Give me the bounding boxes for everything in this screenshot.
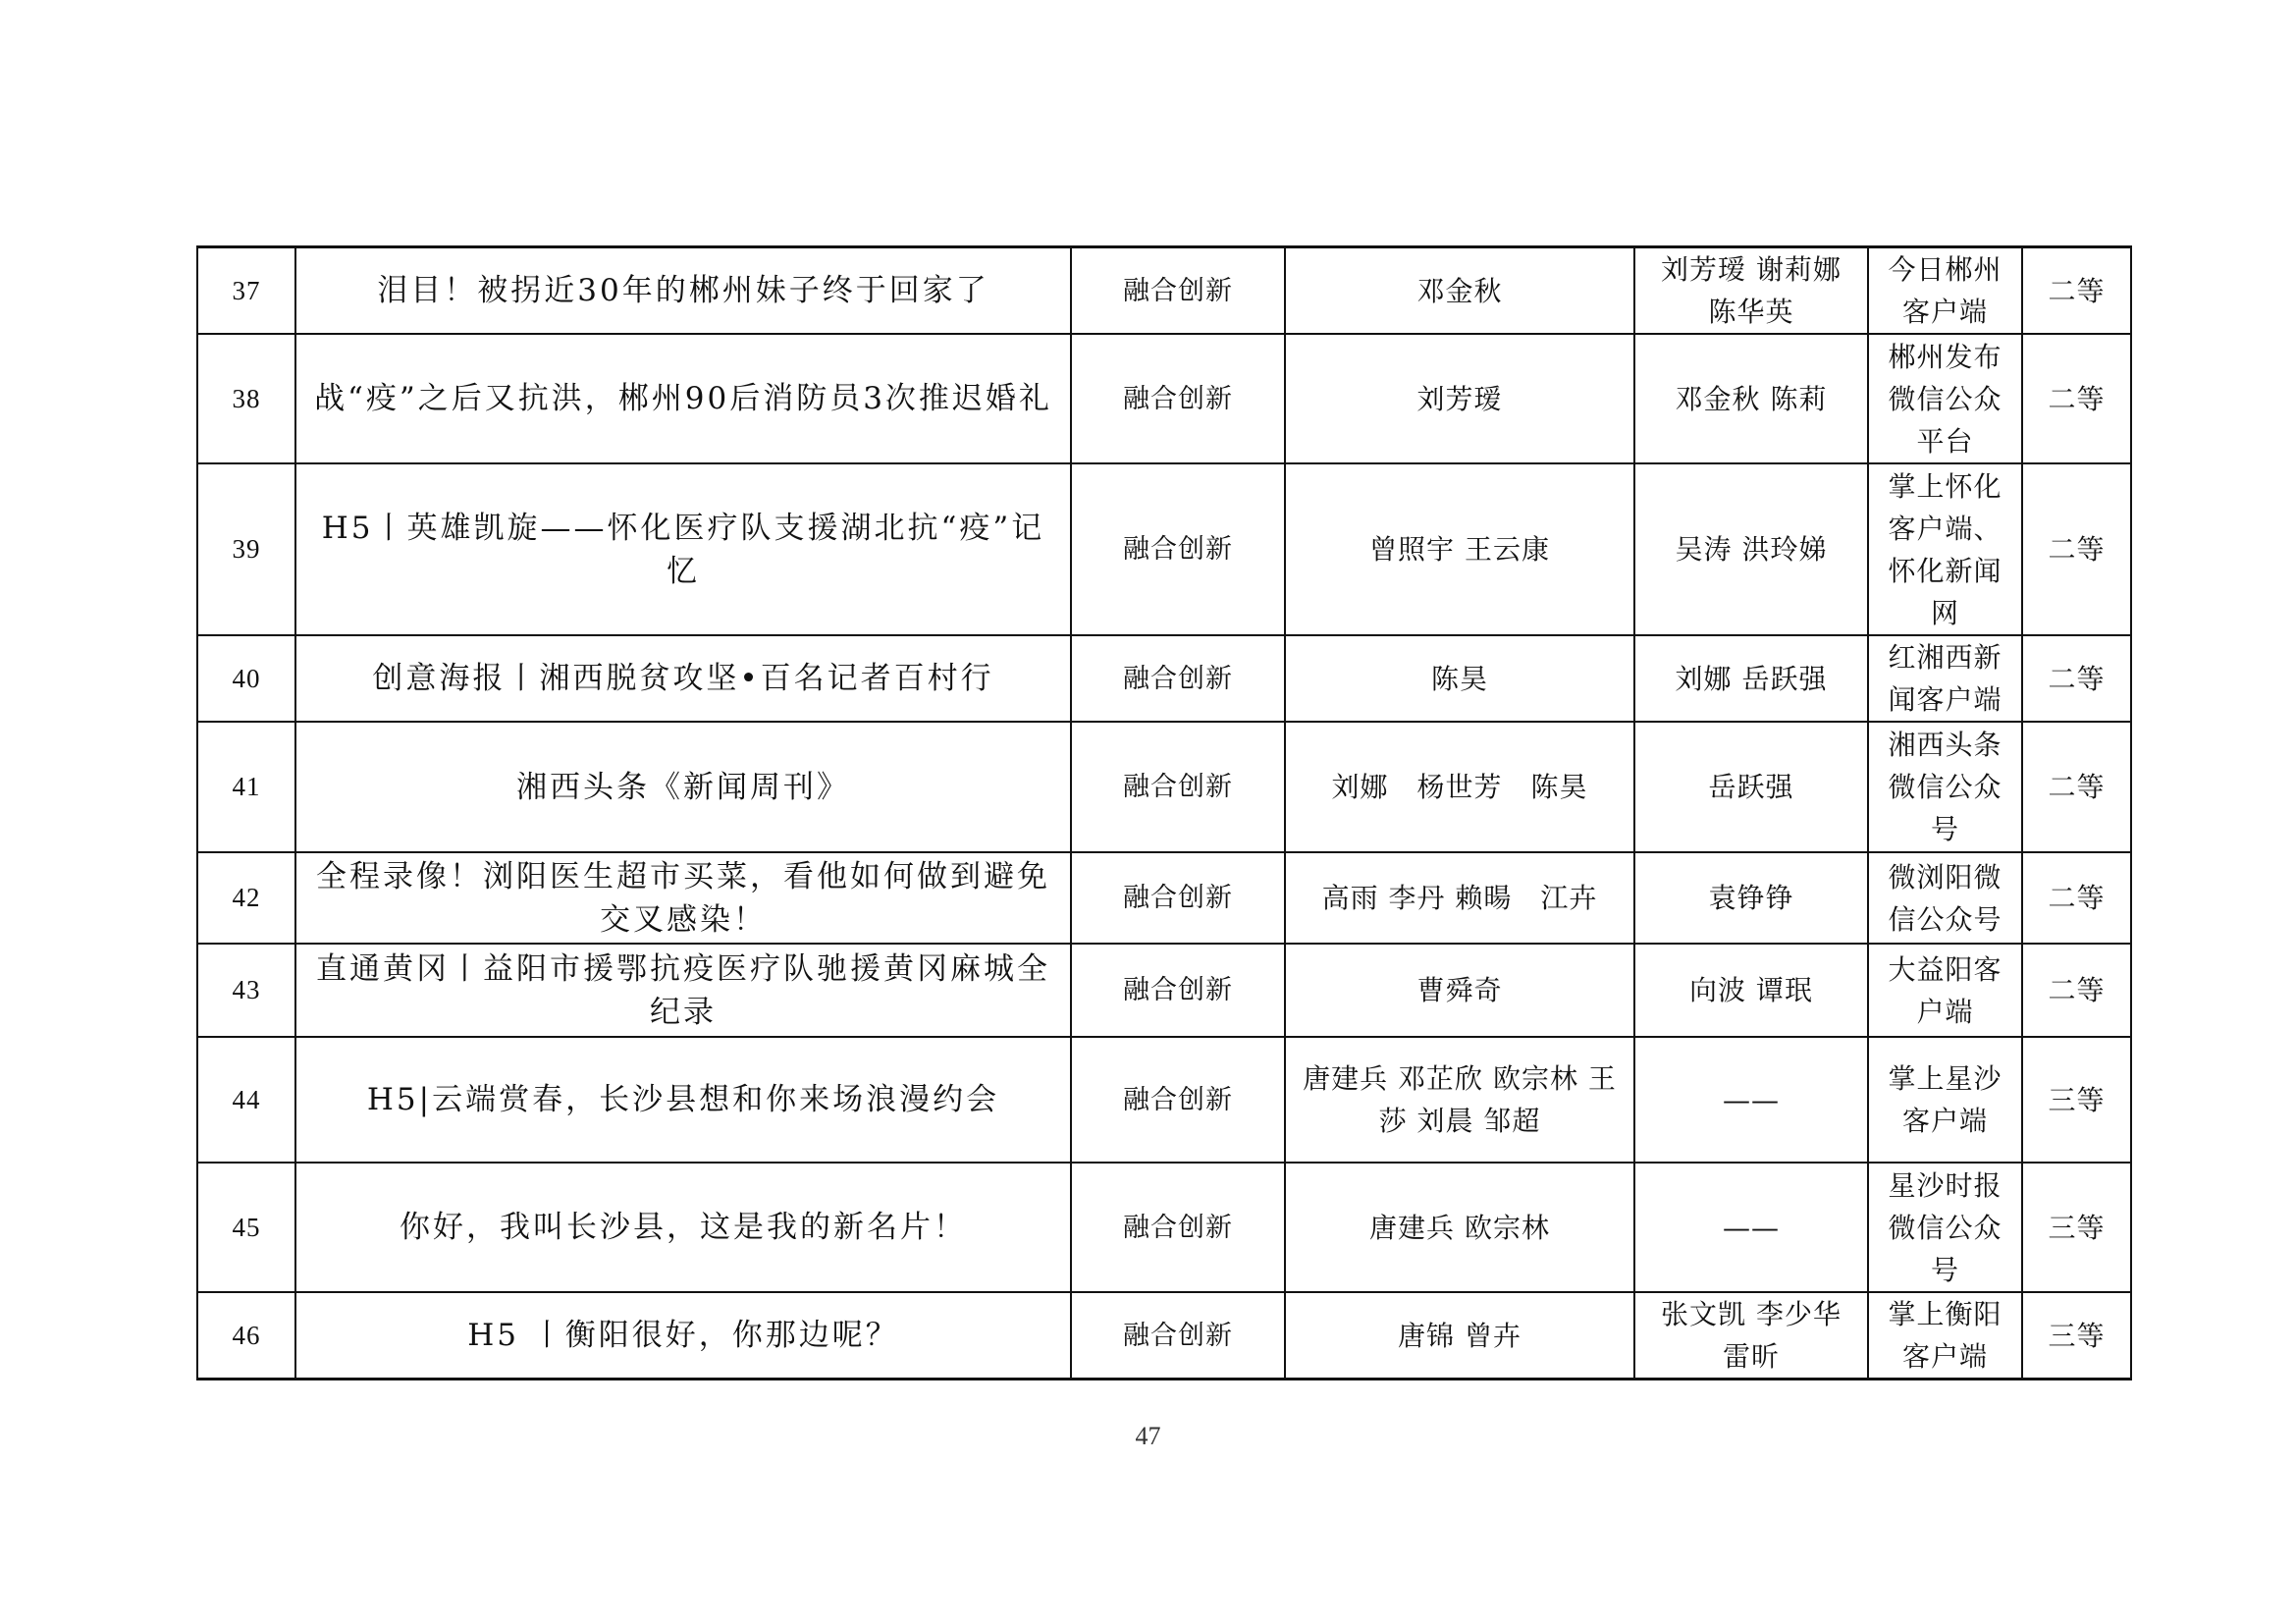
authors: 邓金秋 (1285, 247, 1634, 335)
row-number: 42 (197, 852, 295, 944)
authors: 高雨 李丹 赖暘 江卉 (1285, 852, 1634, 944)
category: 融合创新 (1071, 1037, 1285, 1163)
publishing-unit: 星沙时报微信公众号 (1868, 1163, 2022, 1292)
table-row (197, 944, 2131, 1037)
table-row (197, 635, 2131, 722)
editors: —— (1634, 1163, 1868, 1292)
editors: 袁铮铮 (1634, 852, 1868, 944)
work-title: 战“疫”之后又抗洪，郴州90后消防员3次推迟婚礼 (295, 334, 1071, 463)
category: 融合创新 (1071, 463, 1285, 635)
work-title: 你好，我叫长沙县，这是我的新名片！ (295, 1163, 1071, 1292)
category: 融合创新 (1071, 722, 1285, 852)
row-number: 44 (197, 1037, 295, 1163)
editors: —— (1634, 1037, 1868, 1163)
row-number: 38 (197, 334, 295, 463)
editors: 向波 谭珉 (1634, 944, 1868, 1037)
award-grade: 三等 (2022, 1163, 2131, 1292)
row-number: 40 (197, 635, 295, 722)
table-row (197, 463, 2131, 635)
editors: 邓金秋 陈莉 (1634, 334, 1868, 463)
editors: 刘芳瑷 谢莉娜 陈华英 (1634, 247, 1868, 335)
editors: 刘娜 岳跃强 (1634, 635, 1868, 722)
award-grade: 二等 (2022, 635, 2131, 722)
award-grade: 二等 (2022, 334, 2131, 463)
award-grade: 三等 (2022, 1292, 2131, 1380)
authors: 唐建兵 邓芷欣 欧宗林 王莎 刘晨 邹超 (1285, 1037, 1634, 1163)
category: 融合创新 (1071, 944, 1285, 1037)
table-row (197, 334, 2131, 463)
award-grade: 二等 (2022, 852, 2131, 944)
category: 融合创新 (1071, 1163, 1285, 1292)
work-title: 湘西头条《新闻周刊》 (295, 722, 1071, 852)
page-number: 47 (1135, 1422, 1161, 1450)
work-title: H5|云端赏春，长沙县想和你来场浪漫约会 (295, 1037, 1071, 1163)
publishing-unit: 红湘西新闻客户端 (1868, 635, 2022, 722)
award-grade: 二等 (2022, 944, 2131, 1037)
award-grade: 三等 (2022, 1037, 2131, 1163)
work-title: 泪目！被拐近30年的郴州妹子终于回家了 (295, 247, 1071, 335)
authors: 刘芳瑷 (1285, 334, 1634, 463)
table-row (197, 852, 2131, 944)
editors: 吴涛 洪玲娣 (1634, 463, 1868, 635)
category: 融合创新 (1071, 635, 1285, 722)
authors: 唐建兵 欧宗林 (1285, 1163, 1634, 1292)
authors: 刘娜 杨世芳 陈昊 (1285, 722, 1634, 852)
category: 融合创新 (1071, 247, 1285, 335)
work-title: H5丨英雄凯旋——怀化医疗队支援湖北抗“疫”记忆 (295, 463, 1071, 635)
awards-table (196, 245, 2132, 1380)
award-grade: 二等 (2022, 463, 2131, 635)
table-row (197, 722, 2131, 852)
publishing-unit: 掌上衡阳客户端 (1868, 1292, 2022, 1380)
authors: 曾照宇 王云康 (1285, 463, 1634, 635)
category: 融合创新 (1071, 334, 1285, 463)
row-number: 46 (197, 1292, 295, 1380)
award-grade: 二等 (2022, 247, 2131, 335)
publishing-unit: 湘西头条微信公众号 (1868, 722, 2022, 852)
authors: 曹舜奇 (1285, 944, 1634, 1037)
table-row (197, 1292, 2131, 1380)
table-row (197, 247, 2131, 335)
work-title: 全程录像！浏阳医生超市买菜，看他如何做到避免交叉感染！ (295, 852, 1071, 944)
row-number: 39 (197, 463, 295, 635)
table-row (197, 1037, 2131, 1163)
editors: 张文凯 李少华 雷昕 (1634, 1292, 1868, 1380)
row-number: 43 (197, 944, 295, 1037)
authors: 陈昊 (1285, 635, 1634, 722)
category: 融合创新 (1071, 1292, 1285, 1380)
publishing-unit: 今日郴州客户端 (1868, 247, 2022, 335)
authors: 唐锦 曾卉 (1285, 1292, 1634, 1380)
publishing-unit: 郴州发布微信公众平台 (1868, 334, 2022, 463)
row-number: 37 (197, 247, 295, 335)
table-row (197, 1163, 2131, 1292)
award-grade: 二等 (2022, 722, 2131, 852)
work-title: 直通黄冈丨益阳市援鄂抗疫医疗队驰援黄冈麻城全纪录 (295, 944, 1071, 1037)
row-number: 45 (197, 1163, 295, 1292)
row-number: 41 (197, 722, 295, 852)
work-title: 创意海报丨湘西脱贫攻坚•百名记者百村行 (295, 635, 1071, 722)
publishing-unit: 掌上星沙客户端 (1868, 1037, 2022, 1163)
publishing-unit: 大益阳客户端 (1868, 944, 2022, 1037)
publishing-unit: 微浏阳微信公众号 (1868, 852, 2022, 944)
publishing-unit: 掌上怀化客户端、怀化新闻网 (1868, 463, 2022, 635)
category: 融合创新 (1071, 852, 1285, 944)
work-title: H5 丨衡阳很好，你那边呢？ (295, 1292, 1071, 1380)
editors: 岳跃强 (1634, 722, 1868, 852)
